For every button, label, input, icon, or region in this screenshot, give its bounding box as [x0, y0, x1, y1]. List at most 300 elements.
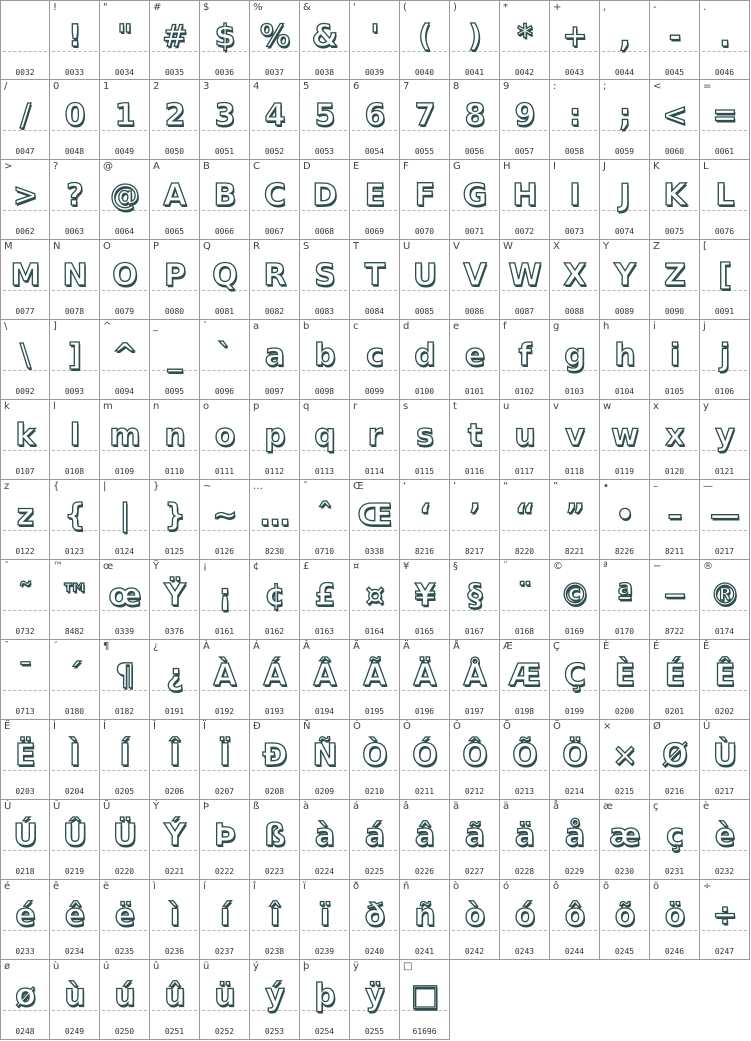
glyph-code-label: 0225 [364, 867, 385, 876]
glyph-character-label: ¿ [153, 641, 159, 652]
glyph-character-label: Õ [503, 721, 511, 732]
glyph-cell [300, 240, 350, 320]
glyph-preview: ù [64, 977, 85, 1013]
glyph-cell [600, 0, 650, 80]
glyph-preview: $ [214, 18, 235, 54]
glyph-character-label: ç [653, 801, 659, 812]
glyph-preview: P [164, 257, 185, 293]
glyph-preview: | [119, 497, 130, 533]
glyph-character-label: 4 [253, 81, 260, 92]
glyph-preview: Ç [563, 657, 586, 693]
glyph-code-label: 0198 [514, 707, 535, 716]
glyph-cell [250, 0, 300, 80]
glyph-character-label: ú [103, 961, 110, 972]
glyph-character-label: … [253, 481, 263, 492]
glyph-code-label: 0732 [15, 627, 35, 636]
glyph-character-label: Ô [453, 721, 461, 732]
glyph-cell [700, 640, 750, 720]
glyph-preview: É [664, 657, 685, 693]
glyph-character-label: N [53, 241, 61, 252]
glyph-preview: r [367, 417, 382, 453]
glyph-preview: ” [565, 497, 584, 533]
glyph-cell [50, 320, 100, 400]
glyph-character-label: l [53, 401, 56, 412]
glyph-character-label: § [453, 561, 458, 572]
glyph-code-label: 0075 [664, 227, 685, 236]
glyph-cell [250, 800, 300, 880]
glyph-code-label: 0196 [414, 707, 435, 716]
glyph-cell [50, 560, 100, 640]
glyph-cell [400, 0, 450, 80]
glyph-code-label: 0109 [114, 467, 135, 476]
glyph-code-label: 0252 [214, 1027, 235, 1036]
glyph-preview: ‘ [419, 497, 430, 533]
glyph-code-label: 0376 [164, 627, 185, 636]
glyph-character-label: Œ [353, 481, 364, 492]
glyph-character-label: ë [103, 881, 110, 892]
glyph-character-label: þ [303, 961, 310, 972]
glyph-character-label: 2 [153, 81, 160, 92]
glyph-code-label: 0044 [614, 68, 635, 77]
glyph-preview: Û [62, 817, 87, 853]
glyph-cell [100, 0, 150, 80]
glyph-character-label: ã [453, 801, 460, 812]
glyph-preview: ø [15, 977, 35, 1013]
glyph-cell [100, 400, 150, 480]
glyph-code-label: 0078 [64, 307, 85, 316]
glyph-code-label: 0080 [164, 307, 185, 316]
glyph-preview: ( [418, 18, 431, 54]
glyph-code-label: 0115 [414, 467, 435, 476]
glyph-cell [100, 720, 150, 800]
glyph-cell [50, 640, 100, 720]
glyph-character-label: < [653, 81, 662, 92]
glyph-code-label: 0103 [564, 387, 585, 396]
glyph-preview: ü [214, 977, 235, 1013]
glyph-preview: F [414, 177, 435, 213]
glyph-cell [350, 400, 400, 480]
glyph-character-label: ß [253, 801, 260, 812]
glyph-character-label: M [4, 241, 13, 252]
glyph-code-label: 0121 [714, 467, 735, 476]
glyph-preview: : [569, 97, 580, 133]
glyph-character-label: H [503, 161, 511, 172]
glyph-cell [150, 560, 200, 640]
glyph-preview: ß [264, 817, 285, 853]
glyph-cell [600, 400, 650, 480]
glyph-cell [300, 80, 350, 160]
glyph-code-label: 0062 [15, 227, 35, 236]
glyph-preview: x [665, 417, 684, 453]
glyph-character-label: ì [153, 881, 156, 892]
glyph-character-label: L [703, 161, 709, 172]
glyph-cell [450, 0, 500, 80]
glyph-code-label: 8216 [414, 547, 435, 556]
glyph-cell [300, 880, 350, 960]
glyph-cell [0, 480, 50, 560]
glyph-code-label: 0048 [64, 147, 85, 156]
glyph-preview: □ [410, 977, 439, 1013]
glyph-preview [1, 15, 49, 57]
glyph-cell [100, 880, 150, 960]
glyph-preview: * [517, 18, 532, 54]
glyph-character-label: 8 [453, 81, 460, 92]
glyph-cell [150, 960, 200, 1040]
glyph-cell [350, 320, 400, 400]
glyph-preview: D [312, 177, 337, 213]
glyph-preview: 7 [414, 97, 435, 133]
glyph-preview: d [414, 337, 435, 373]
glyph-cell [650, 80, 700, 160]
glyph-preview: î [269, 897, 280, 933]
glyph-character-label: ð [353, 881, 360, 892]
glyph-character-label: Ï [203, 721, 206, 732]
glyph-preview: Ë [15, 737, 35, 773]
glyph-character-label: Á [253, 641, 260, 652]
glyph-preview: ´ [67, 657, 82, 693]
glyph-code-label: 0220 [114, 867, 135, 876]
glyph-preview: U [412, 257, 437, 293]
glyph-preview: È [614, 657, 635, 693]
glyph-character-label: Ú [4, 801, 12, 812]
glyph-cell [200, 320, 250, 400]
glyph-character-label: ý [253, 961, 259, 972]
glyph-code-label: 0244 [564, 947, 585, 956]
glyph-preview: T [364, 257, 385, 293]
glyph-preview: ’ [469, 497, 480, 533]
glyph-preview: ú [114, 977, 135, 1013]
glyph-preview: £ [314, 577, 335, 613]
glyph-character-label: u [503, 401, 510, 412]
glyph-preview: " [117, 18, 132, 54]
glyph-cell [350, 240, 400, 320]
glyph-character-label: “ [503, 481, 509, 492]
glyph-code-label: 0108 [64, 467, 85, 476]
glyph-preview: w [611, 417, 638, 453]
glyph-code-label: 0226 [414, 867, 435, 876]
glyph-code-label: 0204 [64, 787, 85, 796]
glyph-code-label: 0061 [714, 147, 735, 156]
glyph-cell [700, 320, 750, 400]
glyph-cell [150, 160, 200, 240]
glyph-character-label: = [703, 81, 712, 92]
glyph-code-label: 0216 [664, 787, 685, 796]
glyph-cell [300, 400, 350, 480]
glyph-preview: Å [463, 657, 486, 693]
glyph-cell [250, 880, 300, 960]
glyph-cell [600, 320, 650, 400]
glyph-preview: S [314, 257, 335, 293]
glyph-cell [200, 640, 250, 720]
glyph-cell [0, 0, 50, 80]
glyph-code-label: 0045 [664, 68, 685, 77]
glyph-cell [300, 560, 350, 640]
glyph-preview: õ [614, 897, 635, 933]
glyph-preview: − [662, 577, 687, 613]
glyph-code-label: 0211 [414, 787, 435, 796]
glyph-preview: ï [319, 897, 330, 933]
glyph-code-label: 0222 [214, 867, 235, 876]
glyph-character-label: # [153, 2, 162, 13]
glyph-preview: Y [614, 257, 635, 293]
glyph-cell [300, 800, 350, 880]
glyph-cell [500, 160, 550, 240]
glyph-cell [700, 0, 750, 80]
glyph-code-label: 0245 [614, 947, 635, 956]
glyph-cell [150, 320, 200, 400]
glyph-preview: “ [515, 497, 534, 533]
glyph-character-label: ê [53, 881, 60, 892]
glyph-preview: ç [666, 817, 683, 853]
glyph-character-label: Í [103, 721, 106, 732]
glyph-cell [50, 800, 100, 880]
glyph-preview: ñ [414, 897, 435, 933]
glyph-cell [450, 80, 500, 160]
glyph-preview: ð [364, 897, 385, 933]
glyph-code-label: 8722 [664, 627, 685, 636]
glyph-character-label: , [603, 2, 607, 13]
glyph-character-label: ) [453, 2, 457, 13]
glyph-preview: 3 [214, 97, 235, 133]
glyph-preview: Ã [363, 657, 386, 693]
glyph-preview: Ú [13, 817, 37, 853]
glyph-character-label: w [603, 401, 612, 412]
glyph-code-label: 0054 [364, 147, 385, 156]
glyph-character-label: 0 [53, 81, 60, 92]
glyph-character-label: ˜ [4, 561, 9, 572]
glyph-preview: ~ [212, 497, 237, 533]
glyph-code-label: 0116 [464, 467, 485, 476]
glyph-cell [250, 400, 300, 480]
glyph-preview: © [560, 577, 589, 613]
glyph-preview: á [364, 817, 385, 853]
glyph-preview: Â [313, 657, 336, 693]
glyph-code-label: 0056 [464, 147, 485, 156]
glyph-code-label: 0241 [414, 947, 435, 956]
glyph-preview: Ï [219, 737, 230, 773]
glyph-preview: < [662, 97, 687, 133]
glyph-character-label: Ð [253, 721, 261, 732]
glyph-code-label: 0219 [64, 867, 85, 876]
glyph-preview: O [112, 257, 137, 293]
glyph-code-label: 0200 [614, 707, 635, 716]
glyph-character-label: î [253, 881, 256, 892]
glyph-cell [0, 80, 50, 160]
glyph-code-label: 0092 [15, 387, 35, 396]
glyph-cell [200, 240, 250, 320]
glyph-character-label: ˆ [303, 481, 308, 492]
glyph-preview: f [518, 337, 531, 373]
glyph-cell [300, 160, 350, 240]
glyph-code-label: 0191 [164, 707, 185, 716]
glyph-code-label: 8221 [564, 547, 585, 556]
glyph-character-label: 6 [353, 81, 360, 92]
glyph-character-label: À [203, 641, 210, 652]
glyph-cell [650, 880, 700, 960]
glyph-code-label: 0214 [564, 787, 585, 796]
glyph-cell [0, 560, 50, 640]
glyph-code-label: 0098 [314, 387, 335, 396]
glyph-preview: ) [468, 18, 481, 54]
glyph-cell [250, 720, 300, 800]
glyph-preview: Q [212, 257, 237, 293]
glyph-character-label: ¶ [103, 641, 110, 652]
glyph-cell [500, 880, 550, 960]
glyph-code-label: 0051 [214, 147, 235, 156]
glyph-preview: e [464, 337, 485, 373]
glyph-character-label: ñ [403, 881, 410, 892]
glyph-cell [0, 880, 50, 960]
glyph-cell [200, 720, 250, 800]
glyph-preview: ˜ [18, 577, 32, 613]
glyph-cell [300, 720, 350, 800]
glyph-cell [200, 960, 250, 1040]
glyph-character-label: ¨ [503, 561, 508, 572]
glyph-preview: ë [114, 897, 135, 933]
glyph-code-label: 0170 [614, 627, 635, 636]
glyph-character-label: n [153, 401, 160, 412]
glyph-preview: þ [314, 977, 335, 1013]
glyph-code-label: 0093 [64, 387, 85, 396]
glyph-code-label: 0053 [314, 147, 335, 156]
glyph-cell [0, 240, 50, 320]
glyph-cell [600, 720, 650, 800]
glyph-character-label: A [153, 161, 160, 172]
glyph-code-label: 0192 [214, 707, 235, 716]
glyph-code-label: 0180 [64, 707, 85, 716]
glyph-cell [650, 800, 700, 880]
glyph-character-label: * [503, 2, 508, 13]
glyph-character-label: ö [653, 881, 660, 892]
glyph-cell [0, 800, 50, 880]
glyph-code-label: 0082 [264, 307, 285, 316]
glyph-cell [200, 400, 250, 480]
glyph-preview: 8 [464, 97, 485, 133]
glyph-preview: { [64, 497, 85, 533]
glyph-cell [400, 800, 450, 880]
glyph-cell [650, 0, 700, 80]
glyph-character-label: È [603, 641, 610, 652]
glyph-cell [50, 400, 100, 480]
glyph-character-label: â [403, 801, 410, 812]
glyph-cell [500, 320, 550, 400]
glyph-code-label: 0111 [214, 467, 235, 476]
glyph-preview: ^ [112, 337, 137, 373]
glyph-code-label: 0229 [564, 867, 585, 876]
glyph-character-label: ‘ [403, 481, 407, 492]
glyph-preview: ' [370, 18, 379, 54]
glyph-code-label: 0195 [364, 707, 385, 716]
glyph-code-label: 0038 [314, 68, 335, 77]
glyph-code-label: 8226 [614, 547, 635, 556]
glyph-code-label: 0094 [114, 387, 135, 396]
glyph-code-label: 0217 [714, 787, 735, 796]
glyph-code-label: 61696 [412, 1027, 437, 1036]
glyph-code-label: 0125 [164, 547, 185, 556]
glyph-preview: Ø [662, 737, 687, 773]
glyph-code-label: 0250 [114, 1027, 135, 1036]
glyph-cell [100, 320, 150, 400]
glyph-cell [400, 160, 450, 240]
glyph-cell [0, 960, 50, 1040]
glyph-preview: b [314, 337, 335, 373]
glyph-cell [200, 880, 250, 960]
glyph-cell [350, 160, 400, 240]
glyph-character-label: c [353, 321, 359, 332]
glyph-character-label: ] [53, 321, 57, 332]
glyph-code-label: 0079 [114, 307, 135, 316]
glyph-preview: ¶ [115, 657, 134, 693]
glyph-preview: Ö [562, 737, 587, 773]
glyph-character-label: ” [553, 481, 559, 492]
glyph-code-label: 0074 [614, 227, 635, 236]
glyph-cell [500, 800, 550, 880]
glyph-character-label: ï [303, 881, 306, 892]
glyph-preview: u [514, 417, 535, 453]
glyph-code-label: 0168 [514, 627, 535, 636]
glyph-cell [150, 800, 200, 880]
glyph-code-label: 0217 [714, 547, 735, 556]
glyph-code-label: 0104 [614, 387, 635, 396]
glyph-preview: [ [718, 257, 731, 293]
glyph-character-label: é [4, 881, 11, 892]
glyph-character-label: ÷ [703, 881, 712, 892]
glyph-cell [700, 800, 750, 880]
glyph-preview: ÿ [365, 977, 384, 1013]
glyph-cell [400, 80, 450, 160]
glyph-character-label: s [403, 401, 409, 412]
glyph-character-label: ò [453, 881, 460, 892]
glyph-cell [50, 240, 100, 320]
glyph-preview: C [263, 177, 286, 213]
glyph-cell [650, 160, 700, 240]
glyph-preview: - [668, 18, 681, 54]
glyph-preview: Ì [69, 737, 80, 773]
glyph-character-label: @ [103, 161, 113, 172]
glyph-code-label: 0084 [364, 307, 385, 316]
glyph-character-label: z [4, 481, 10, 492]
glyph-preview: . [719, 18, 730, 54]
glyph-preview: Ð [262, 737, 287, 773]
glyph-code-label: 8220 [514, 547, 535, 556]
glyph-preview: Á [263, 657, 286, 693]
glyph-character-label: Q [203, 241, 211, 252]
glyph-cell [350, 800, 400, 880]
glyph-cell [550, 800, 600, 880]
glyph-character-label: [ [703, 241, 707, 252]
glyph-cell [200, 80, 250, 160]
glyph-cell [550, 560, 600, 640]
glyph-cell [100, 240, 150, 320]
glyph-preview: ` [217, 337, 232, 373]
glyph-character-label: − [653, 561, 662, 572]
glyph-preview: Ý [164, 817, 185, 853]
glyph-cell [50, 480, 100, 560]
glyph-character-label: E [353, 161, 360, 172]
glyph-preview: ™ [60, 577, 89, 613]
glyph-preview: g [564, 337, 585, 373]
glyph-code-label: 0102 [514, 387, 535, 396]
glyph-cell [0, 720, 50, 800]
glyph-code-label: 0034 [114, 68, 135, 77]
glyph-code-label: 8217 [464, 547, 485, 556]
glyph-cell [700, 480, 750, 560]
glyph-character-label: × [603, 721, 612, 732]
glyph-code-label: 0076 [714, 227, 735, 236]
glyph-code-label: 0161 [214, 627, 235, 636]
glyph-cell [650, 560, 700, 640]
glyph-cell [600, 240, 650, 320]
